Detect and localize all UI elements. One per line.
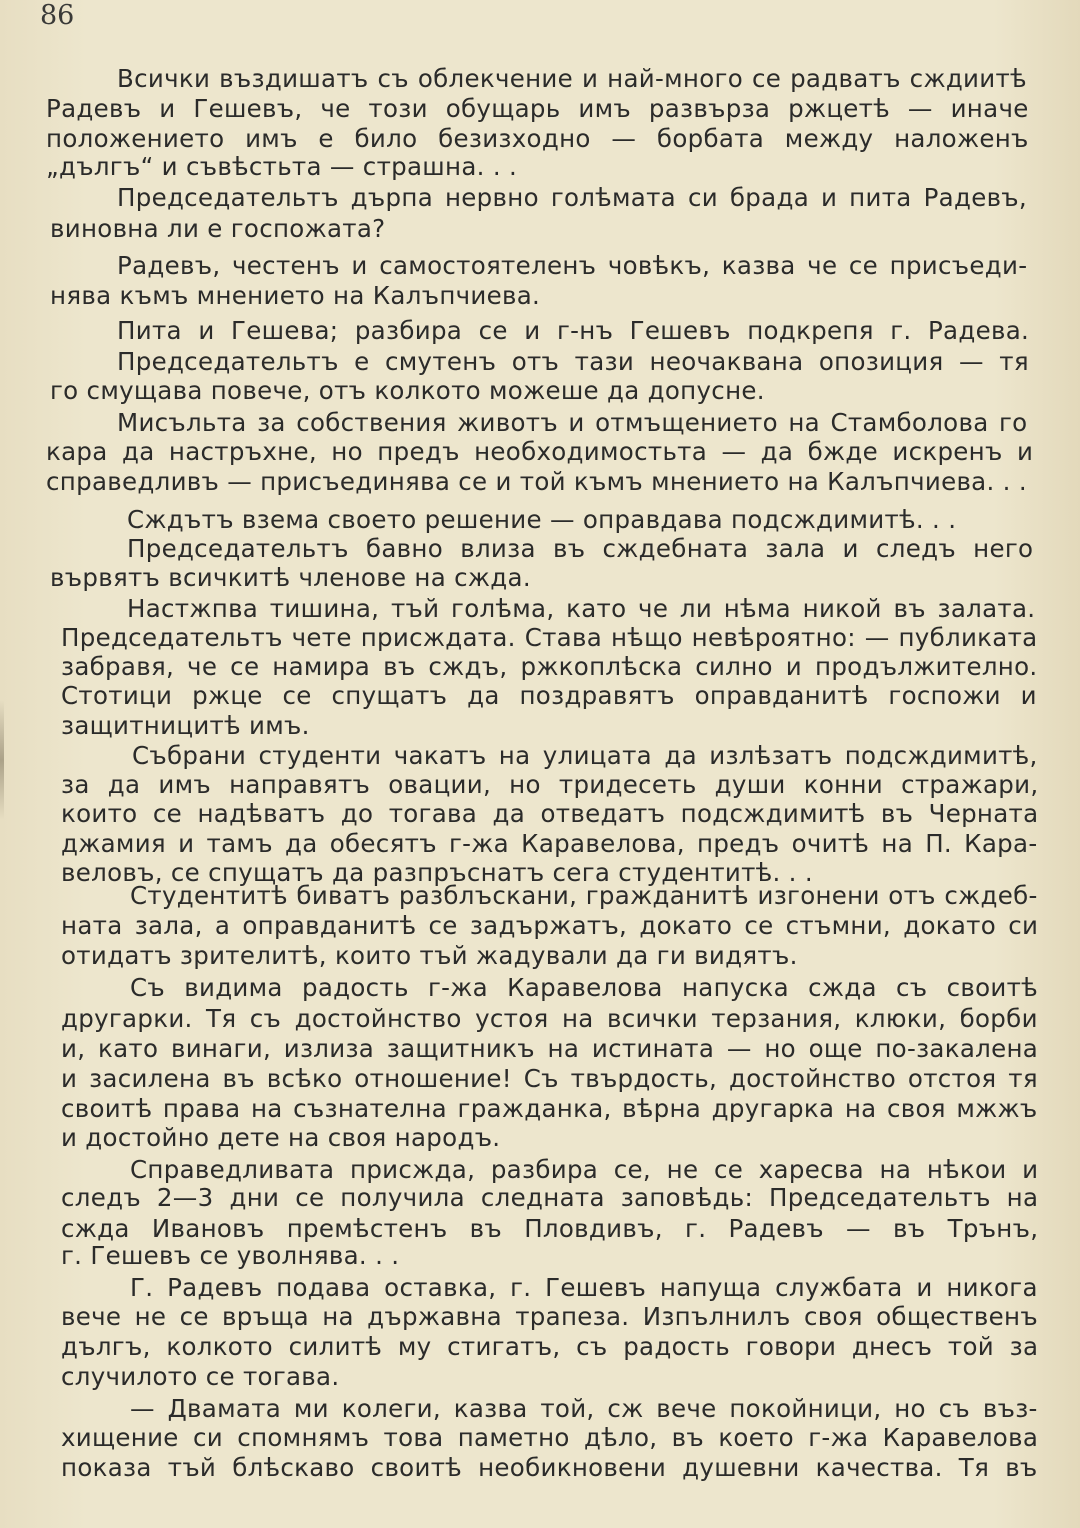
text-line: положението имъ е било безизходно — борбата между наложенъ <box>46 124 1029 153</box>
text-line: Стотици ржце се спущатъ да поздравятъ оправданитѣ госпожи и <box>61 681 1037 710</box>
text-line: своитѣ права на съзнателна гражданка, вѣрна другарка на своя мжжъ <box>61 1094 1038 1123</box>
text-line: го смущава повече, отъ колкото можеше да допусне. <box>50 376 765 405</box>
text-line: ната зала, а оправданитѣ се задържатъ, докато се стъмни, докато си <box>61 911 1039 940</box>
text-line: кара да настръхне, но предъ необходимостьта — да бжде искренъ и <box>46 437 1034 466</box>
text-line: Настжпва тишина, тъй голѣма, като че ли нѣма никой въ залата. <box>127 594 1036 623</box>
text-line: Радевъ и Гешевъ, че този обущарь имъ развърза ржцетѣ — иначе <box>46 94 1029 123</box>
text-line: Г. Радевъ подава оставка, г. Гешевъ напуща службата и никога <box>130 1273 1038 1302</box>
text-line: Събрани студенти чакатъ на улицата да излѣзатъ подсждимитѣ, <box>132 741 1038 770</box>
text-line: които се надѣватъ до тогава да отведатъ подсждимитѣ въ Черната <box>61 799 1039 828</box>
page-edge-shadow <box>0 700 4 820</box>
text-line: и достойно дете на своя народъ. <box>61 1123 501 1152</box>
text-line: Сждътъ взема своето решение — оправдава подсждимитѣ. . . <box>127 505 957 534</box>
text-line: Справедливата присжда, разбира се, не се харесва на нѣкои и <box>130 1155 1039 1184</box>
text-line: Съ видима радость г-жа Каравелова напуска сжда съ своитѣ <box>130 973 1038 1002</box>
text-line: Радевъ, честенъ и самостоятеленъ човѣкъ, казва че се присъеди- <box>117 251 1028 280</box>
text-line: и, като винаги, излиза защитникъ на истината — но още по-закалена <box>61 1034 1039 1063</box>
text-line: хищение си спомнямъ това паметно дѣло, въ което г-жа Каравелова <box>61 1423 1039 1452</box>
text-line: показа тъй блѣскаво своитѣ необикновени душевни качества. Тя въ <box>61 1453 1038 1482</box>
text-line: „дългъ“ и съвѣстьта — страшна. . . <box>46 152 518 181</box>
text-line: Студентитѣ биватъ разблъскани, гражданитѣ изгонени отъ сждеб- <box>130 881 1038 910</box>
text-line: г. Гешевъ се уволнява. . . <box>61 1241 400 1270</box>
text-line: забравя, че се намира въ сждъ, ржкоплѣска силно и продължително. <box>61 652 1038 681</box>
text-line: следъ 2—3 дни се получила следната заповѣдь: Председательтъ на <box>61 1183 1039 1212</box>
text-line: — Двамата ми колеги, казва той, сж вече покойници, но съ въз- <box>130 1394 1038 1423</box>
text-line: другарки. Тя съ достойнство устоя на всички терзания, клюки, борби <box>61 1004 1038 1033</box>
text-line: Председательтъ чете присждата. Става нѣщо невѣроятно: — публиката <box>61 623 1038 652</box>
text-line: Мисъльта за собствения животъ и отмъщението на Стамболова го <box>117 408 1028 437</box>
text-line: и засилена въ всѣко отношение! Съ твърдость, достойнство отстоя тя <box>61 1064 1038 1093</box>
text-line: отидатъ зрителитѣ, които тъй жадували да ги видятъ. <box>61 941 798 970</box>
text-line: случилото се тогава. <box>61 1362 340 1391</box>
text-line: Пита и Гешева; разбира се и г-нъ Гешевъ подкрепя г. Радева. <box>117 316 1030 345</box>
text-line: веловъ, се спущатъ да разпръснатъ сега студентитѣ. . . <box>61 858 813 887</box>
text-line: сжда Ивановъ премѣстенъ въ Пловдивъ, г. Радевъ — въ Трънъ, <box>61 1214 1039 1243</box>
text-line: нява къмъ мнението на Калъпчиева. <box>50 281 541 310</box>
text-line: Председательтъ е смутенъ отъ тази неочаквана опозиция — тя <box>117 347 1029 376</box>
text-line: защитницитѣ имъ. <box>61 711 310 740</box>
text-line: вече не се връща на държавна трапеза. Изпълнилъ своя общественъ <box>61 1302 1038 1331</box>
text-line: виновна ли е госпожата? <box>50 214 386 243</box>
text-line: Председательтъ дърпа нервно голѣмата си брада и пита Радевъ, <box>117 183 1028 212</box>
text-line: дългъ, колкото силитѣ му стигатъ, съ радость говори днесъ той за <box>61 1332 1039 1361</box>
text-line: справедливъ — присъединява се и той къмъ мнението на Калъпчиева. . . <box>46 467 1027 496</box>
text-line: за да имъ направятъ овации, но тридесеть души конни стражари, <box>61 770 1039 799</box>
text-line: Председательтъ бавно влиза въ сждебната зала и следъ него <box>127 534 1034 563</box>
text-line: Всички въздишатъ съ облекчение и най-много се радватъ сждиитѣ <box>117 64 1027 93</box>
page-number: 86 <box>40 0 75 31</box>
text-line: джамия и тамъ да обесятъ г-жа Каравелова, предъ очитѣ на П. Кара- <box>61 829 1038 858</box>
text-line: вървятъ всичкитѣ членове на сжда. <box>50 563 531 592</box>
